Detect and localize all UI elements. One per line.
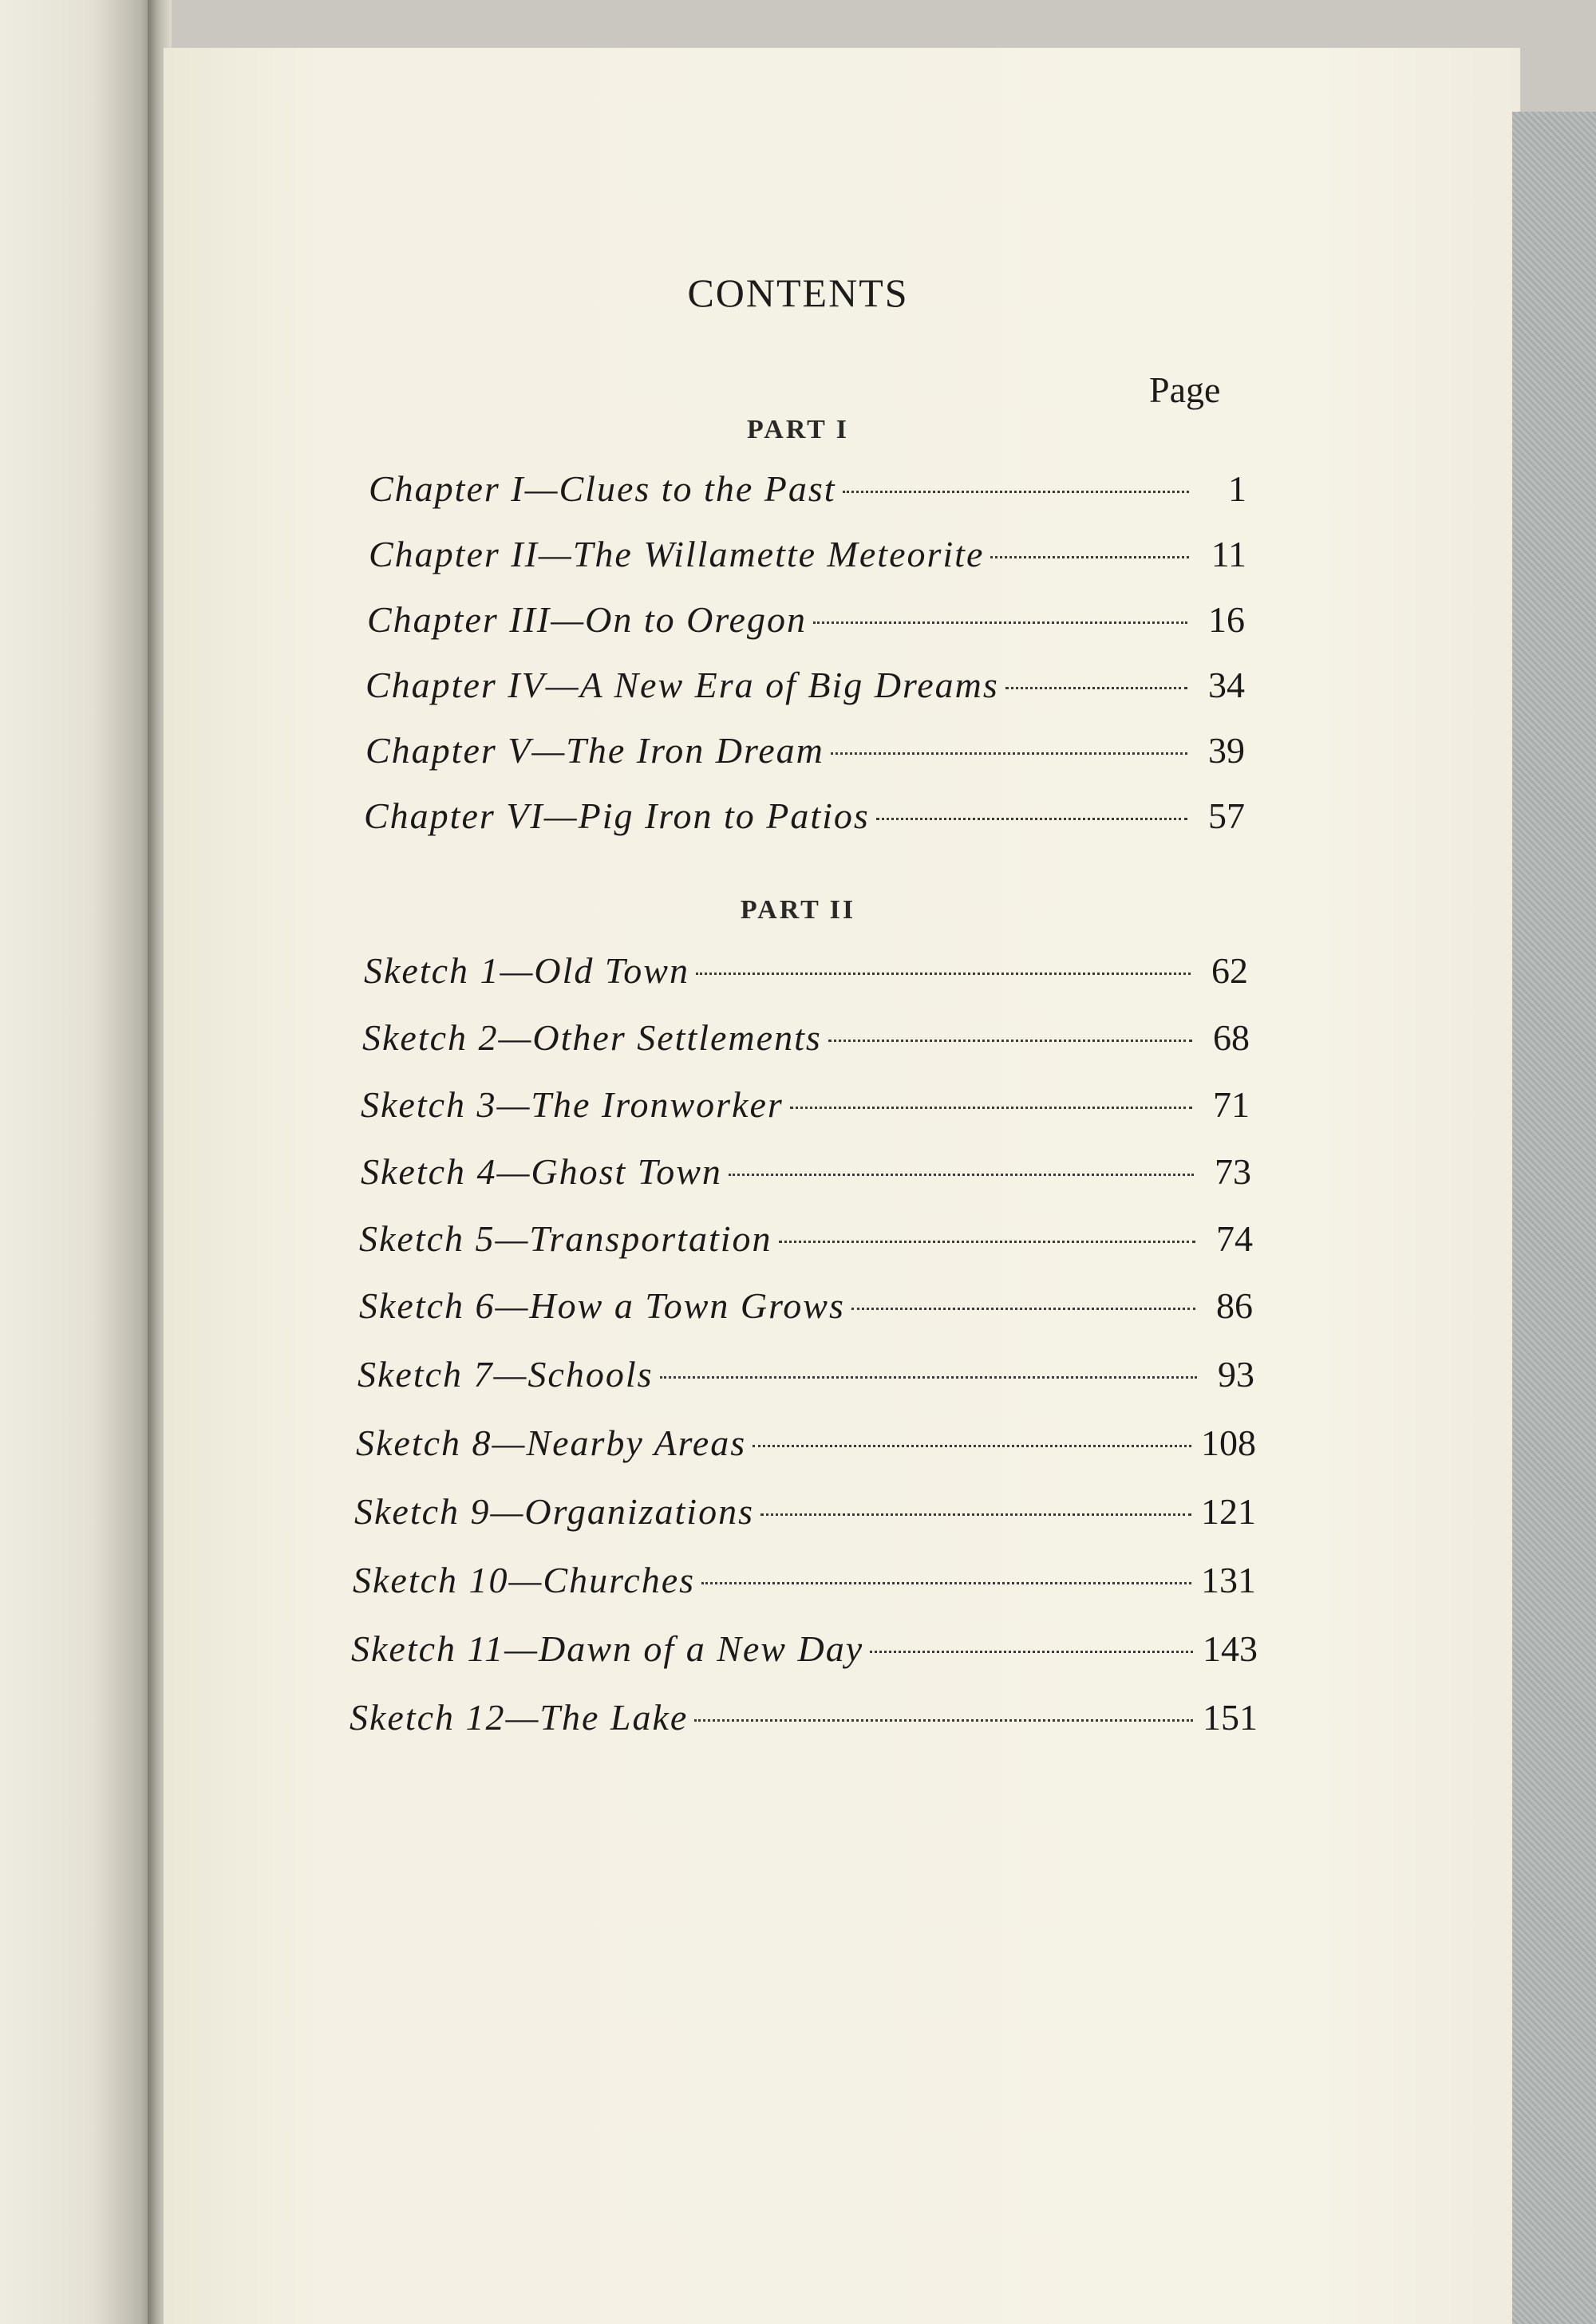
toc-entry-title: Sketch 10—Churches — [353, 1560, 696, 1600]
toc-entry-title: Sketch 9—Organizations — [354, 1491, 754, 1532]
toc-entry — [369, 468, 1246, 510]
toc-entry-title: Chapter II—The Willamette Meteorite — [369, 534, 985, 574]
dot-leader — [694, 1719, 1193, 1722]
toc-entry-page: 131 — [1201, 1560, 1256, 1600]
toc-entry-title: Sketch 6—How a Town Grows — [359, 1285, 845, 1326]
toc-entry-page: 68 — [1213, 1017, 1250, 1058]
toc-entry — [359, 1217, 1253, 1260]
toc-entry-page: 62 — [1211, 950, 1248, 991]
toc-entry-page: 11 — [1211, 534, 1246, 574]
toc-entry-title: Chapter V—The Iron Dream — [365, 730, 824, 771]
toc-entry — [361, 1083, 1250, 1126]
toc-entry — [364, 949, 1248, 992]
toc-entry-title: Sketch 11—Dawn of a New Day — [351, 1628, 864, 1669]
toc-entry-page: 1 — [1228, 468, 1246, 509]
toc-entry-title: Sketch 7—Schools — [358, 1354, 654, 1395]
toc-entry-page: 121 — [1201, 1491, 1256, 1532]
toc-entry — [362, 1016, 1250, 1059]
toc-entry — [351, 1628, 1258, 1670]
dot-leader — [843, 491, 1189, 493]
page-title: CONTENTS — [687, 270, 909, 315]
toc-entry — [356, 1422, 1256, 1464]
toc-entry — [353, 1559, 1256, 1601]
toc-entry — [367, 598, 1245, 641]
left-page-edge — [0, 0, 156, 2324]
toc-entry-title: Sketch 1—Old Town — [364, 950, 689, 991]
toc-entry-title: Sketch 12—The Lake — [350, 1697, 689, 1738]
toc-entry-page: 74 — [1216, 1218, 1253, 1259]
toc-entry — [364, 795, 1245, 837]
toc-entry-title: Sketch 2—Other Settlements — [362, 1017, 822, 1058]
part-1-heading: PART I — [747, 415, 849, 444]
dot-leader — [779, 1241, 1195, 1243]
toc-entry-page: 71 — [1213, 1084, 1250, 1125]
dot-leader — [1005, 687, 1187, 689]
dot-leader — [701, 1582, 1191, 1584]
toc-entry-page: 39 — [1208, 730, 1245, 771]
toc-entry — [369, 533, 1246, 575]
toc-entry-title: Chapter III—On to Oregon — [367, 599, 807, 640]
toc-entry — [350, 1696, 1258, 1738]
toc-entry-title: Chapter VI—Pig Iron to Patios — [364, 795, 870, 836]
dot-leader — [760, 1513, 1191, 1516]
toc-entry-page: 86 — [1216, 1285, 1253, 1326]
toc-entry-page: 34 — [1208, 665, 1245, 705]
toc-entry — [365, 729, 1245, 771]
dot-leader — [753, 1445, 1191, 1447]
toc-entry — [365, 664, 1245, 706]
page-column-header: Page — [1149, 369, 1221, 410]
toc-entry-title: Sketch 5—Transportation — [359, 1218, 772, 1259]
dot-leader — [990, 556, 1189, 558]
dot-leader — [790, 1107, 1192, 1109]
toc-entry-page: 16 — [1208, 599, 1245, 640]
dot-leader — [851, 1308, 1195, 1310]
toc-entry-title: Chapter IV—A New Era of Big Dreams — [365, 665, 999, 705]
dot-leader — [660, 1376, 1197, 1379]
dot-leader — [696, 973, 1191, 975]
part-2-heading: PART II — [740, 895, 856, 925]
toc-entry-page: 151 — [1203, 1697, 1258, 1738]
toc-entry-page: 73 — [1215, 1151, 1251, 1192]
toc-entry-title: Sketch 3—The Ironworker — [361, 1084, 784, 1125]
toc-entry — [361, 1150, 1251, 1193]
dot-leader — [876, 818, 1187, 820]
toc-entry — [354, 1490, 1256, 1533]
dot-leader — [831, 752, 1187, 755]
dot-leader — [729, 1174, 1194, 1176]
toc-entry-page: 57 — [1208, 795, 1245, 836]
dot-leader — [813, 621, 1187, 624]
toc-entry-title: Sketch 4—Ghost Town — [361, 1151, 722, 1192]
toc-entry-title: Chapter I—Clues to the Past — [369, 468, 836, 509]
toc-entry-page: 93 — [1218, 1354, 1254, 1395]
toc-entry-page: 108 — [1201, 1422, 1256, 1463]
dot-leader — [828, 1040, 1192, 1042]
toc-entry-page: 143 — [1203, 1628, 1258, 1669]
toc-entry-title: Sketch 8—Nearby Areas — [356, 1422, 747, 1463]
toc-entry — [359, 1284, 1253, 1327]
dot-leader — [870, 1651, 1193, 1653]
toc-entry — [358, 1353, 1254, 1395]
